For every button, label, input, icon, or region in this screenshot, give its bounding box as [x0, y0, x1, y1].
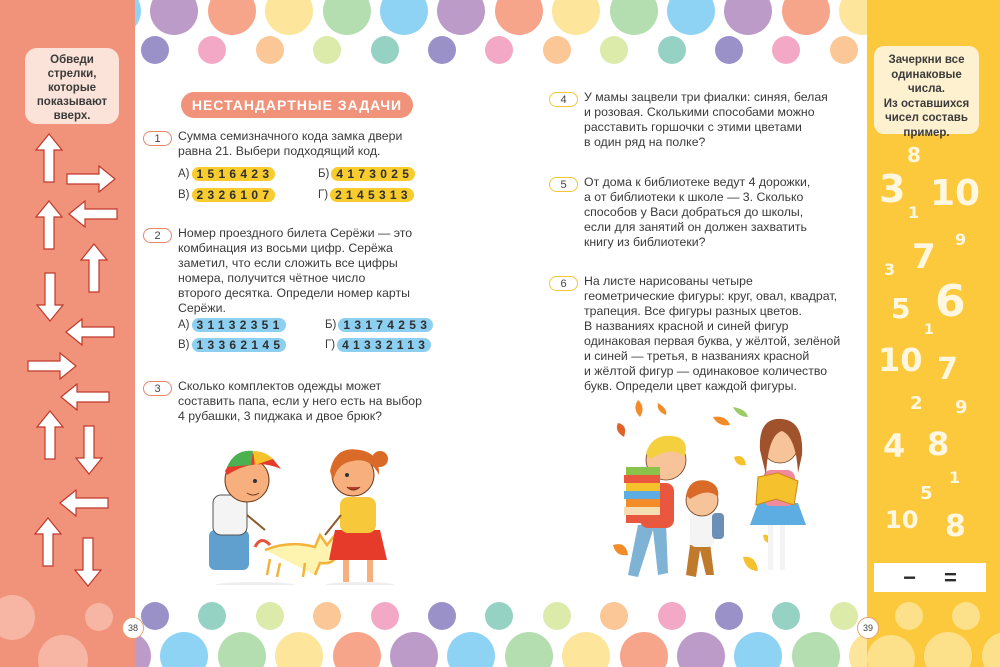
arrow-down-icon[interactable] — [74, 537, 102, 587]
task-1-option-g[interactable] — [318, 188, 414, 202]
code-pill: 2326107 — [192, 188, 276, 202]
scattered-number[interactable]: 9 — [955, 397, 968, 418]
decor-dot — [198, 36, 226, 64]
option-label: Г) — [318, 189, 329, 201]
task-2-option-g[interactable] — [325, 338, 431, 352]
instruction-line: числа. — [907, 83, 946, 95]
task-text: Номер проездного билета Серёжи — это комбинация из восьми цифр. Серёжа заметил, что если сложить все цифры номера, получится чётное число второго десятка. Определи номер карты Серёжи. — [178, 226, 413, 315]
scattered-number[interactable]: 8 — [907, 143, 921, 167]
decor-dot — [275, 632, 323, 667]
scattered-number[interactable]: 1 — [908, 203, 920, 222]
decor-dot — [371, 36, 399, 64]
task-1-option-b[interactable] — [318, 167, 415, 181]
decor-dot — [505, 632, 553, 667]
scattered-number[interactable]: 7 — [912, 237, 936, 277]
minus-sign: − — [903, 564, 916, 590]
arrow-right-icon[interactable] — [27, 352, 77, 380]
decor-dot — [208, 0, 256, 35]
decor-dot — [198, 602, 226, 630]
arrow-up-icon[interactable] — [80, 243, 108, 293]
decor-dot — [485, 602, 513, 630]
decor-dot — [428, 602, 456, 630]
instruction-line: которые — [47, 82, 97, 94]
decor-dot — [543, 602, 571, 630]
scattered-number[interactable]: 3 — [884, 260, 896, 279]
decor-dot — [390, 632, 438, 667]
answer-expression-box[interactable] — [874, 563, 986, 592]
scattered-number[interactable]: 2 — [910, 393, 923, 414]
scattered-number[interactable]: 10 — [878, 341, 923, 379]
decor-dot — [485, 36, 513, 64]
scattered-number[interactable]: 8 — [945, 509, 966, 544]
option-label: А) — [178, 168, 190, 180]
decor-dot — [256, 602, 284, 630]
instruction-line: Зачеркни все — [888, 54, 965, 66]
instruction-line: пример. — [903, 126, 950, 139]
arrow-left-icon[interactable] — [65, 318, 115, 346]
decor-dot — [667, 0, 715, 35]
scattered-number[interactable]: 6 — [935, 276, 966, 327]
task-2-option-b[interactable] — [325, 318, 433, 332]
numbers-task-instruction — [874, 46, 979, 139]
decor-dot — [600, 602, 628, 630]
decor-dot — [428, 36, 456, 64]
decor-dot — [724, 0, 772, 35]
scattered-number[interactable]: 9 — [955, 230, 967, 249]
instruction-line: Из оставшихся — [883, 97, 970, 110]
right-side-panel — [867, 0, 1000, 667]
decor-dot — [610, 0, 658, 35]
decor-dot — [782, 0, 830, 35]
scattered-number[interactable]: 1 — [949, 468, 961, 487]
scattered-number[interactable]: 5 — [891, 292, 911, 325]
decor-dot — [677, 632, 725, 667]
decor-dot — [141, 36, 169, 64]
decor-dot — [313, 602, 341, 630]
instruction-line: показывают — [36, 96, 108, 108]
option-label: В) — [178, 189, 190, 201]
page-number-left: 38 — [122, 617, 144, 639]
section-title: НЕСТАНДАРТНЫЕ ЗАДАЧИ — [181, 92, 413, 118]
decor-dot — [371, 602, 399, 630]
decor-dot — [313, 36, 341, 64]
instruction-line: одинаковые — [891, 68, 962, 81]
decor-dot — [772, 602, 800, 630]
option-label: Б) — [318, 168, 330, 180]
decor-dot — [218, 632, 266, 667]
arrow-up-icon[interactable] — [35, 200, 63, 250]
arrow-left-icon[interactable] — [60, 383, 110, 411]
code-pill: 2145313 — [330, 188, 414, 202]
task-number-badge: 1 — [143, 131, 172, 146]
instruction-line: Обведи — [50, 54, 94, 66]
instruction-line: чисел составь — [885, 112, 968, 124]
arrow-up-icon[interactable] — [34, 517, 62, 567]
scattered-number[interactable]: 8 — [927, 425, 950, 463]
decor-dot — [715, 36, 743, 64]
arrow-down-icon[interactable] — [36, 272, 64, 322]
code-pill: 4173025 — [331, 167, 415, 181]
decor-dot — [658, 602, 686, 630]
arrow-right-icon[interactable] — [66, 165, 116, 193]
decor-dot — [715, 602, 743, 630]
arrow-up-icon[interactable] — [36, 410, 64, 460]
scattered-number[interactable]: 10 — [885, 506, 919, 534]
arrow-down-icon[interactable] — [75, 425, 103, 475]
decor-dot — [772, 36, 800, 64]
decor-dot — [447, 632, 495, 667]
decor-dot — [380, 0, 428, 35]
task-text: У мамы зацвели три фиалки: синяя, белая и розовая. Сколькими способами можно расставить горшочки с этими цветами в один ряд на полке? — [584, 90, 828, 149]
task-number-badge: 5 — [549, 177, 578, 192]
task-number-badge: 6 — [549, 276, 578, 291]
left-side-panel — [0, 0, 135, 667]
scattered-number[interactable]: 7 — [937, 352, 958, 387]
option-label: Б) — [325, 319, 337, 331]
decor-dot — [792, 632, 840, 667]
scattered-number[interactable]: 5 — [920, 483, 933, 504]
decor-dot — [160, 632, 208, 667]
decor-dot — [437, 0, 485, 35]
arrow-up-icon[interactable] — [35, 133, 63, 183]
task-text: Сумма семизначного кода замка двери равна 21. Выбери подходящий код. — [178, 129, 403, 158]
decor-dot — [734, 632, 782, 667]
decor-dot — [600, 36, 628, 64]
task-text: На листе нарисованы четыре геометрические фигуры: круг, овал, квадрат, трапеция. Все фигуры разных цветов. В названиях красной и синей фигур одинаковая первая буква, у жёлтой, зелёной и синей — третья, в названиях красной и жёлтой фигур — одинаковое количество букв. Определи цвет каждой фигуры. — [584, 274, 841, 393]
task-number-badge: 3 — [143, 381, 172, 396]
equals-sign: = — [944, 564, 957, 590]
option-label: Г) — [325, 339, 336, 351]
instruction-line: вверх. — [53, 110, 91, 122]
scattered-number[interactable]: 4 — [883, 427, 906, 465]
task-text: Сколько комплектов одежды может составить папа, если у него есть на выбор 4 рубашки, 3 пиджака и двое брюк? — [178, 379, 422, 423]
decor-dot — [620, 632, 668, 667]
option-label: А) — [178, 319, 190, 331]
task-text: От дома к библиотеке ведут 4 дорожки, а от библиотеки к школе — 3. Сколько способов у Васи добраться до школы, если для занятий он должен захватить книгу из библиотеки? — [584, 175, 811, 249]
decor-dot — [141, 602, 169, 630]
decor-dot — [552, 0, 600, 35]
children-painting-illustration — [195, 435, 415, 585]
task-1-option-v[interactable] — [178, 188, 275, 202]
code-pill: 13362145 — [192, 338, 287, 352]
decor-dot — [333, 632, 381, 667]
decor-dot — [543, 36, 571, 64]
scattered-number[interactable]: 10 — [930, 173, 981, 214]
children-with-books-illustration — [598, 395, 818, 585]
decor-dot — [495, 0, 543, 35]
task-number-badge: 4 — [549, 92, 578, 107]
decor-dot — [150, 0, 198, 35]
task-number-badge: 2 — [143, 228, 172, 243]
task-2-option-v[interactable] — [178, 338, 286, 352]
arrow-left-icon[interactable] — [68, 200, 118, 228]
option-label: В) — [178, 339, 190, 351]
arrow-task-instruction — [25, 48, 119, 124]
task-1-option-a[interactable] — [178, 167, 275, 181]
code-pill: 41332113 — [337, 338, 431, 352]
code-pill: 13174253 — [338, 318, 433, 332]
instruction-line: стрелки, — [47, 68, 97, 80]
task-2-option-a[interactable] — [178, 318, 286, 332]
decor-dot — [830, 36, 858, 64]
decor-dot — [658, 36, 686, 64]
page-number-right: 39 — [857, 617, 879, 639]
decor-dot — [265, 0, 313, 35]
decor-dot — [323, 0, 371, 35]
scattered-number[interactable]: 1 — [924, 322, 934, 338]
decor-dot — [256, 36, 284, 64]
code-pill: 1516423 — [192, 167, 276, 181]
decor-dot — [830, 602, 858, 630]
arrow-left-icon[interactable] — [59, 489, 109, 517]
scattered-number[interactable]: 3 — [879, 167, 906, 211]
decor-dot — [562, 632, 610, 667]
code-pill: 31132351 — [192, 318, 286, 332]
